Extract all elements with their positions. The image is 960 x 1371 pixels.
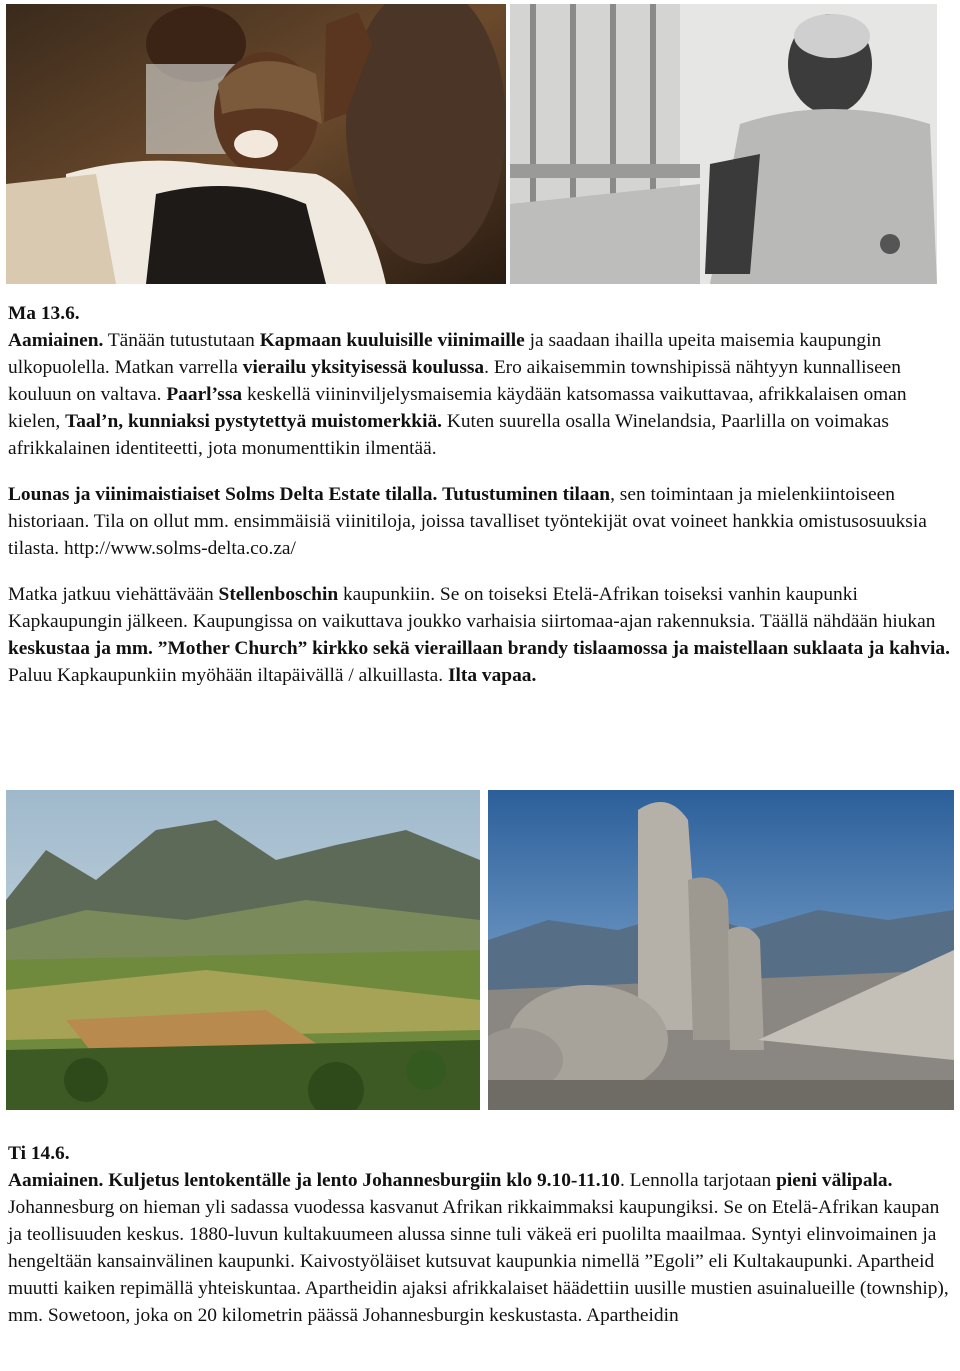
photo-singing-woman (6, 4, 506, 284)
day1-paragraph-2: Lounas ja viinimaistiaiset Solms Delta Estate tilalla. Tutustuminen tilaan, sen toimintaan ja mielenkiintoiseen historiaan. Tila on ollut mm. ensimmäisiä viinitiloja, joissa tavalliset työntekijät ovat voineet hankkia omistusosuuksia tilasta. http://www.solms-delta.co.za/ (8, 484, 927, 559)
day2-paragraph-1: Aamiainen. Kuljetus lentokentälle ja lento Johannesburgiin klo 9.10-11.10. Lennolla tarjotaan pieni välipala. Johannesburg on hieman yli sadassa vuodessa kasvanut Afrikan rikkaimmaksi kaupungiksi. Se on Etelä-Afrikan kaupan ja teollisuuden keskus. 1880-luvun kultakuumeen alussa sinne tuli väkeä eri puolilta maailmaa. Syntyi elinvoimainen ja hengeltään kansainvälinen kaupunki. Kaivostyöläiset kutsuvat kaupunkia nimellä ”Egoli” eli Kultakaupunki. Apartheid muutti kaiken repimällä yhteiskuntaa. Apartheidin ajaksi afrikkalaiset häädettiin uusille mustien asuinalueille (township), mm. Sowetoon, joka on 20 kilometrin päässä Johannesburgin keskustasta. Apartheidin (8, 1170, 949, 1326)
photo-taal-monument (488, 790, 954, 1110)
day1-paragraph-3: Matka jatkuu viehättävään Stellenboschin kaupunkiin. Se on toiseksi Etelä-Afrikan toiseksi vanhin kaupunki Kapkaupungin jälkeen. Kaupungissa on vaikuttava joukko varhaisia siirtomaa-ajan rakennuksia. Täällä nähdään hiukan keskustaa ja mm. ”Mother Church” kirkko sekä vieraillaan brandy tislaamossa ja maistellaan suklaata ja kahvia. Paluu Kapkaupunkiin myöhään iltapäivällä / alkuillasta. Ilta vapaa. (8, 584, 950, 686)
day2-section (8, 1140, 954, 1329)
day1-date: Ma 13.6. (8, 303, 80, 324)
photo-mandela-window (510, 4, 937, 284)
photo-winelands-valley (6, 790, 480, 1110)
day1-section (8, 300, 954, 689)
day1-paragraph-1: Aamiainen. Tänään tutustutaan Kapmaan kuuluisille viinimaille ja saadaan ihailla upeita maisemia kaupungin ulkopuolella. Matkan varrella vierailu yksityisessä koulussa. Ero aikaisemmin townshipissä nähtyyn kunnalliseen kouluun on valtava. Paarl’ssa keskellä viininviljelysmaisemia käydään katsomassa vaikuttavaa, afrikkalaisen oman kielen, Taal’n, kunniaksi pystytettyä muistomerkkiä. Kuten suurella osalla Winelandsia, Paarlilla on voimakas afrikkalainen identiteetti, jota monumenttikin ilmentää. (8, 330, 907, 459)
day2-date: Ti 14.6. (8, 1143, 70, 1164)
